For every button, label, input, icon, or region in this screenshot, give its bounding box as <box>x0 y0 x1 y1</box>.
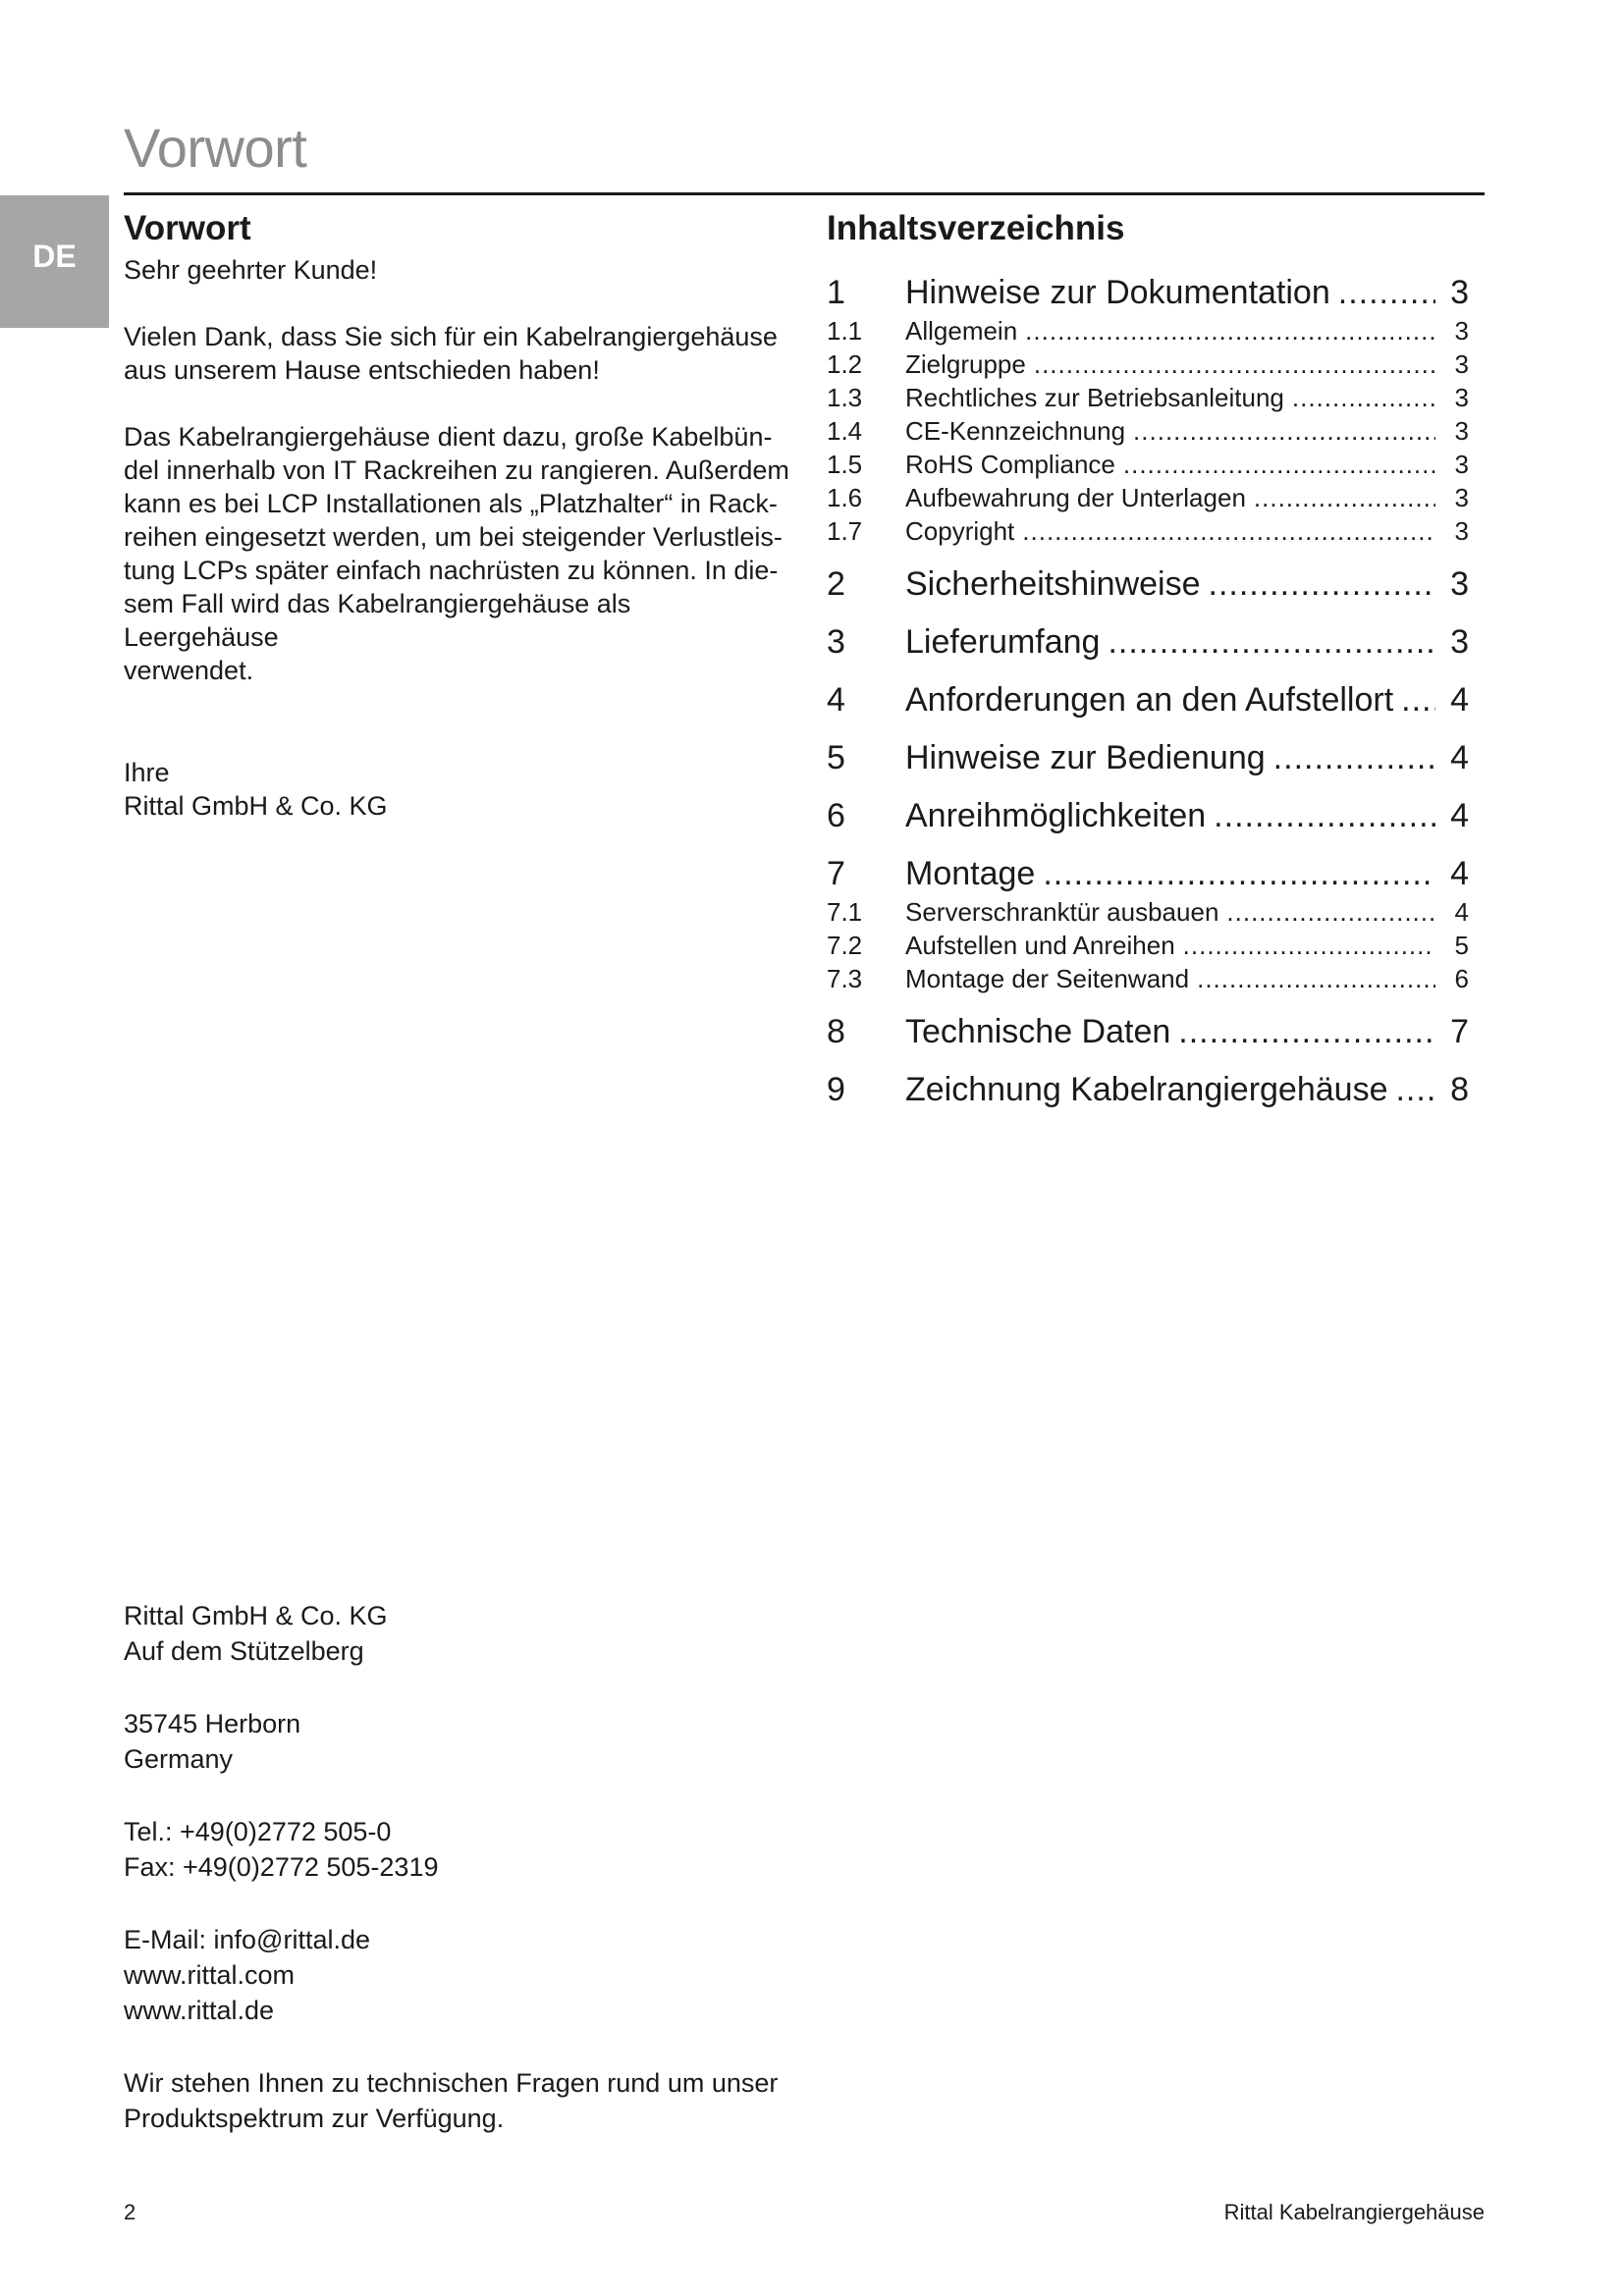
toc-dot-leader <box>1197 962 1435 995</box>
toc-entry-label: Aufstellen und Anreihen <box>905 931 1175 960</box>
toc-dot-leader <box>1123 448 1435 481</box>
toc-entry-page: 4 <box>1454 897 1469 927</box>
toc-entry[interactable] <box>827 736 1469 779</box>
toc-entry-page: 6 <box>1454 964 1469 993</box>
toc-dot-leader <box>1273 736 1435 779</box>
toc-entry[interactable] <box>827 678 1469 721</box>
toc-dot-leader <box>1183 929 1435 962</box>
toc-entry-page: 4 <box>1450 739 1469 776</box>
toc-entry-label: Sicherheitshinweise <box>905 565 1201 603</box>
toc-entry-page: 3 <box>1454 349 1469 379</box>
toc-dot-leader <box>1133 414 1435 448</box>
toc-list <box>827 271 1469 1111</box>
toc-entry-label: CE-Kennzeichnung <box>905 416 1126 446</box>
toc-subentry[interactable] <box>827 481 1469 514</box>
toc-entry-number: 3 <box>827 623 845 661</box>
toc-dot-leader <box>1401 678 1435 721</box>
toc-entry-page: 7 <box>1450 1013 1469 1050</box>
foreword-paragraph-1 <box>124 320 791 387</box>
language-tab: DE <box>0 195 109 328</box>
toc-entry-page: 8 <box>1450 1071 1469 1108</box>
toc-entry-number: 9 <box>827 1071 845 1108</box>
toc-entry-number: 7.2 <box>827 931 863 960</box>
email-address[interactable]: E-Mail: info@rittal.de <box>124 1925 370 1954</box>
text-line: tung LCPs später einfach nachrüsten zu können. In die- <box>124 556 779 585</box>
toc-subentry[interactable] <box>827 895 1469 929</box>
toc-entry-number: 1 <box>827 274 845 311</box>
toc-entry-label: Serverschranktür ausbauen <box>905 897 1219 927</box>
toc-entry-label: Allgemein <box>905 316 1018 346</box>
toc-dot-leader <box>1209 562 1436 606</box>
toc-entry-number: 1.5 <box>827 450 863 479</box>
toc-entry-number: 7.1 <box>827 897 863 927</box>
toc-entry-page: 4 <box>1450 855 1469 892</box>
toc-entry-page: 4 <box>1450 797 1469 834</box>
toc-dot-leader <box>1254 481 1435 514</box>
address-company: Rittal GmbH & Co. KG <box>124 1601 388 1630</box>
fax-number: Fax: +49(0)2772 505-2319 <box>124 1852 439 1882</box>
toc-subentry[interactable] <box>827 448 1469 481</box>
toc-entry-number: 7.3 <box>827 964 863 993</box>
toc-entry-page: 3 <box>1450 623 1469 661</box>
toc-entry-number: 4 <box>827 681 845 719</box>
toc-entry[interactable] <box>827 271 1469 314</box>
signature-company: Rittal GmbH & Co. KG <box>124 791 388 821</box>
toc-entry-page: 3 <box>1450 565 1469 603</box>
toc-entry-page: 4 <box>1450 681 1469 719</box>
support-note-line: Wir stehen Ihnen zu technischen Fragen rund um unser <box>124 2068 779 2098</box>
toc-entry[interactable] <box>827 562 1469 606</box>
toc-entry-number: 1.3 <box>827 383 863 412</box>
toc-dot-leader <box>1178 1010 1435 1053</box>
toc-subentry[interactable] <box>827 314 1469 347</box>
toc-dot-leader <box>1226 895 1435 929</box>
page-number: 2 <box>124 2200 136 2224</box>
toc-entry-number: 6 <box>827 797 845 834</box>
toc-dot-leader <box>1338 271 1435 314</box>
toc-entry-label: Technische Daten <box>905 1013 1171 1050</box>
toc-dot-leader <box>1022 514 1435 548</box>
foreword-section <box>124 208 791 823</box>
toc-entry-label: Hinweise zur Dokumentation <box>905 274 1330 311</box>
website-link-de[interactable]: www.rittal.de <box>124 1996 275 2025</box>
toc-entry-page: 3 <box>1454 383 1469 412</box>
toc-entry-number: 5 <box>827 739 845 776</box>
toc-entry-label: Anreihmöglichkeiten <box>905 797 1207 834</box>
toc-entry-label: Hinweise zur Bedienung <box>905 739 1266 776</box>
text-line: aus unserem Hause entschieden haben! <box>124 355 600 385</box>
text-line: del innerhalb von IT Rackreihen zu rangieren. Außerdem <box>124 455 789 485</box>
toc-entry-label: Montage <box>905 855 1036 892</box>
toc-entry-number: 7 <box>827 855 845 892</box>
toc-entry-label: Rechtliches zur Betriebsanleitung <box>905 383 1284 412</box>
address-street: Auf dem Stützelberg <box>124 1636 364 1666</box>
foreword-heading: Vorwort <box>124 209 251 247</box>
toc-entry-label: Copyright <box>905 516 1015 546</box>
text-line: kann es bei LCP Installationen als „Platzhalter“ in Rack- <box>124 489 778 518</box>
toc-subentry[interactable] <box>827 929 1469 962</box>
table-of-contents <box>827 208 1469 1111</box>
toc-entry-page: 3 <box>1450 274 1469 311</box>
toc-dot-leader <box>1395 1068 1435 1111</box>
address-city: 35745 Herborn <box>124 1709 301 1738</box>
toc-entry-number: 2 <box>827 565 845 603</box>
signature-block <box>124 756 791 823</box>
toc-dot-leader <box>1034 347 1435 381</box>
toc-subentry[interactable] <box>827 414 1469 448</box>
text-line: reihen eingesetzt werden, um bei steigender Verlustleis- <box>124 522 783 552</box>
toc-entry-label: Anforderungen an den Aufstellort <box>905 681 1394 719</box>
foreword-paragraph-2 <box>124 420 791 687</box>
header-rule <box>124 192 1485 195</box>
toc-entry-page: 3 <box>1454 316 1469 346</box>
toc-entry-label: Aufbewahrung der Unterlagen <box>905 483 1246 512</box>
toc-entry-number: 1.4 <box>827 416 863 446</box>
toc-entry-label: Zielgruppe <box>905 349 1026 379</box>
toc-subentry[interactable] <box>827 347 1469 381</box>
toc-entry-page: 5 <box>1454 931 1469 960</box>
toc-dot-leader <box>1025 314 1435 347</box>
page-header-title: Vorwort <box>124 117 307 179</box>
toc-subentry[interactable] <box>827 381 1469 414</box>
toc-entry-label: Zeichnung Kabelrangiergehäuse <box>905 1071 1388 1108</box>
toc-entry[interactable] <box>827 1010 1469 1053</box>
phone-number: Tel.: +49(0)2772 505-0 <box>124 1817 392 1846</box>
text-line: sem Fall wird das Kabelrangiergehäuse als Leergehäuse <box>124 589 631 652</box>
closing: Ihre <box>124 758 170 787</box>
support-note-line: Produktspektrum zur Verfügung. <box>124 2104 505 2133</box>
greeting: Sehr geehrter Kunde! <box>124 255 378 285</box>
toc-entry[interactable] <box>827 852 1469 895</box>
toc-entry-number: 1.7 <box>827 516 863 546</box>
toc-entry-number: 1.1 <box>827 316 863 346</box>
toc-dot-leader <box>1292 381 1435 414</box>
toc-entry-page: 3 <box>1454 450 1469 479</box>
toc-dot-leader <box>1043 852 1435 895</box>
toc-heading: Inhaltsverzeichnis <box>827 209 1125 247</box>
toc-subentry[interactable] <box>827 962 1469 995</box>
text-line: Vielen Dank, dass Sie sich für ein Kabelrangiergehäuse <box>124 322 778 351</box>
toc-entry[interactable] <box>827 794 1469 837</box>
toc-entry-page: 3 <box>1454 483 1469 512</box>
toc-entry-page: 3 <box>1454 416 1469 446</box>
toc-entry-number: 1.6 <box>827 483 863 512</box>
text-line: Das Kabelrangiergehäuse dient dazu, große Kabelbün- <box>124 422 773 452</box>
address-country: Germany <box>124 1744 234 1774</box>
toc-entry[interactable] <box>827 1068 1469 1111</box>
toc-entry-label: RoHS Compliance <box>905 450 1115 479</box>
toc-entry-label: Lieferumfang <box>905 623 1101 661</box>
document-title: Rittal Kabelrangiergehäuse <box>1223 2200 1485 2224</box>
toc-entry-number: 8 <box>827 1013 845 1050</box>
toc-entry[interactable] <box>827 620 1469 664</box>
toc-dot-leader <box>1214 794 1435 837</box>
text-line: verwendet. <box>124 656 254 685</box>
address-block <box>124 1598 791 2136</box>
toc-subentry[interactable] <box>827 514 1469 548</box>
toc-entry-page: 3 <box>1454 516 1469 546</box>
toc-dot-leader <box>1108 620 1435 664</box>
toc-entry-number: 1.2 <box>827 349 863 379</box>
website-link-com[interactable]: www.rittal.com <box>124 1960 296 1990</box>
toc-entry-label: Montage der Seitenwand <box>905 964 1190 993</box>
